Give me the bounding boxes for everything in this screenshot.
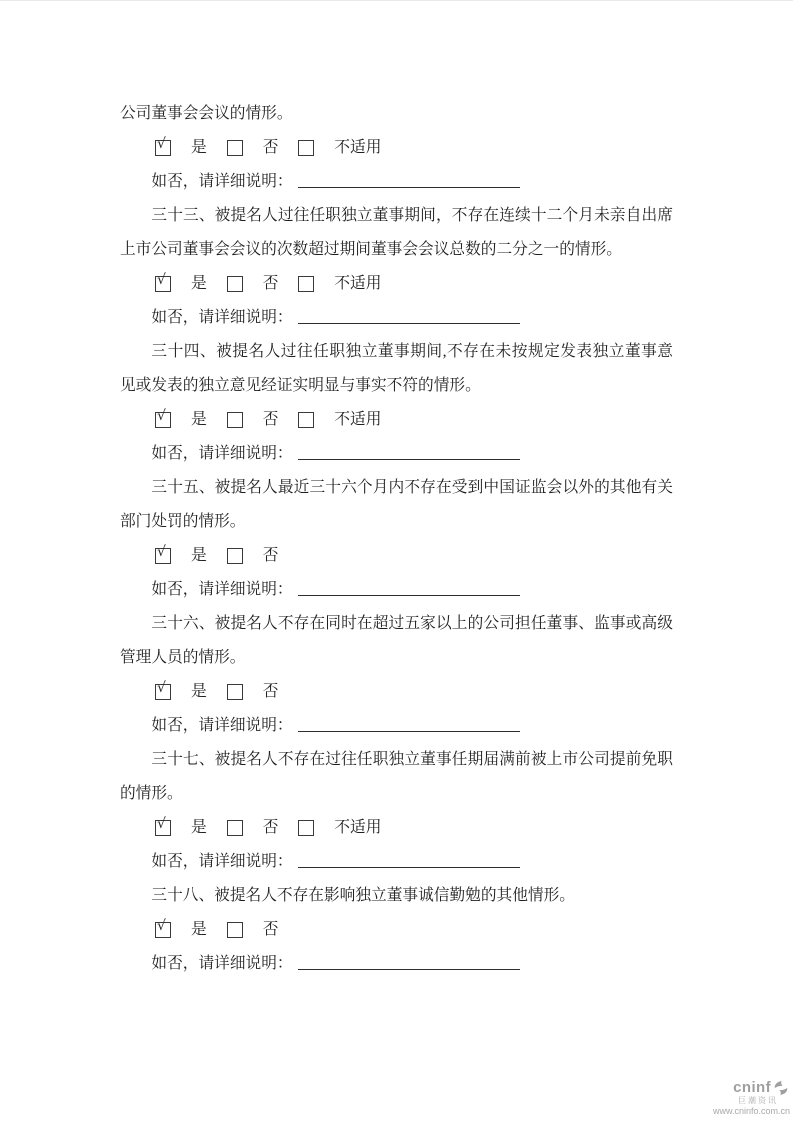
check-mark: √ xyxy=(157,408,166,424)
paragraph xyxy=(120,199,673,267)
unchecked-checkbox-icon[interactable] xyxy=(227,140,243,156)
unchecked-checkbox-icon[interactable] xyxy=(298,276,314,292)
option-label: 是 xyxy=(191,275,207,292)
cninfo-logo xyxy=(713,1079,790,1117)
fill-in-blank xyxy=(298,171,520,188)
option-label: 否 xyxy=(262,275,279,292)
fill-in-blank xyxy=(298,307,520,324)
option-label: 否 xyxy=(262,139,279,156)
option-label: 否 xyxy=(262,921,279,938)
check-mark: √ xyxy=(157,272,166,288)
fill-in-blank xyxy=(298,443,520,460)
option-label: 是 xyxy=(191,921,207,938)
checked-checkbox-icon[interactable] xyxy=(155,136,171,156)
detail-label: 如否，请详细说明： xyxy=(151,853,293,870)
paragraph-line: 三十六、被提名人不存在同时在超过五家以上的公司担任董事、监事或高级 xyxy=(151,615,673,632)
options-row xyxy=(120,675,673,709)
paragraph xyxy=(120,335,673,403)
detail-row xyxy=(120,165,673,199)
detail-label: 如否，请详细说明： xyxy=(151,717,293,734)
detail-row xyxy=(120,845,673,879)
checked-checkbox-icon[interactable] xyxy=(155,918,171,938)
check-mark: √ xyxy=(157,918,166,934)
unchecked-checkbox-icon[interactable] xyxy=(227,412,243,428)
unchecked-checkbox-icon[interactable] xyxy=(227,922,243,938)
check-mark: √ xyxy=(157,136,166,152)
unchecked-checkbox-icon[interactable] xyxy=(298,412,314,428)
document-content xyxy=(120,97,673,981)
checked-checkbox-icon[interactable] xyxy=(155,544,171,564)
paragraph-line: 公司董事会会议的情形。 xyxy=(120,105,293,122)
cninfo-chinese-name: 巨潮资讯 xyxy=(738,1096,778,1106)
option-label: 是 xyxy=(191,547,207,564)
detail-row xyxy=(120,573,673,607)
paragraph-line: 三十三、被提名人过往任职独立董事期间，不存在连续十二个月未亲自出席 xyxy=(151,207,673,224)
option-label: 否 xyxy=(262,819,279,836)
detail-row xyxy=(120,709,673,743)
paragraph xyxy=(120,97,673,131)
paragraph-line: 三十八、被提名人不存在影响独立董事诚信勤勉的其他情形。 xyxy=(151,887,575,904)
paragraph xyxy=(120,607,673,675)
paragraph-line: 见或发表的独立意见经证实明显与事实不符的情形。 xyxy=(120,377,481,394)
cninfo-url: www.cninfo.com.cn xyxy=(712,1106,790,1117)
option-label: 是 xyxy=(191,683,207,700)
detail-label: 如否，请详细说明： xyxy=(151,581,293,598)
cninfo-swirl-icon xyxy=(772,1080,790,1096)
unchecked-checkbox-icon[interactable] xyxy=(298,820,314,836)
paragraph xyxy=(120,879,673,913)
detail-label: 如否，请详细说明： xyxy=(151,173,293,190)
option-label: 不适用 xyxy=(334,139,382,156)
checked-checkbox-icon[interactable] xyxy=(155,272,171,292)
unchecked-checkbox-icon[interactable] xyxy=(298,140,314,156)
paragraph-line: 上市公司董事会会议的次数超过期间董事会会议总数的二分之一的情形。 xyxy=(120,241,622,258)
options-row xyxy=(120,539,673,573)
paragraph-line: 部门处罚的情形。 xyxy=(120,513,246,530)
unchecked-checkbox-icon[interactable] xyxy=(227,684,243,700)
detail-label: 如否，请详细说明： xyxy=(151,955,293,972)
check-mark: √ xyxy=(157,816,166,832)
option-label: 是 xyxy=(191,411,207,428)
fill-in-blank xyxy=(298,715,520,732)
option-label: 否 xyxy=(262,547,279,564)
options-row xyxy=(120,811,673,845)
cninfo-brand-text: cninf xyxy=(733,1078,771,1096)
unchecked-checkbox-icon[interactable] xyxy=(227,548,243,564)
paragraph xyxy=(120,471,673,539)
options-row xyxy=(120,913,673,947)
fill-in-blank xyxy=(298,579,520,596)
check-mark: √ xyxy=(157,544,166,560)
options-row xyxy=(120,131,673,165)
paragraph-line: 三十七、被提名人不存在过往任职独立董事任期届满前被上市公司提前免职 xyxy=(151,751,673,768)
option-label: 是 xyxy=(191,139,207,156)
paragraph-line: 管理人员的情形。 xyxy=(120,649,246,666)
paragraph-line: 的情形。 xyxy=(120,785,183,802)
option-label: 否 xyxy=(262,411,279,428)
option-label: 否 xyxy=(262,683,279,700)
paragraph-line: 三十四、被提名人过往任职独立董事期间,不存在未按规定发表独立董事意 xyxy=(151,343,673,360)
fill-in-blank xyxy=(298,953,520,970)
detail-label: 如否，请详细说明： xyxy=(151,309,293,326)
cninfo-brand-row xyxy=(733,1079,790,1096)
detail-row xyxy=(120,301,673,335)
options-row xyxy=(120,267,673,301)
unchecked-checkbox-icon[interactable] xyxy=(227,820,243,836)
paragraph xyxy=(120,743,673,811)
option-label: 不适用 xyxy=(334,819,382,836)
checked-checkbox-icon[interactable] xyxy=(155,408,171,428)
paragraph-line: 三十五、被提名人最近三十六个月内不存在受到中国证监会以外的其他有关 xyxy=(151,479,673,496)
option-label: 不适用 xyxy=(334,275,382,292)
fill-in-blank xyxy=(298,851,520,868)
option-label: 是 xyxy=(191,819,207,836)
option-label: 不适用 xyxy=(334,411,382,428)
detail-label: 如否，请详细说明： xyxy=(151,445,293,462)
unchecked-checkbox-icon[interactable] xyxy=(227,276,243,292)
options-row xyxy=(120,403,673,437)
checked-checkbox-icon[interactable] xyxy=(155,816,171,836)
detail-row xyxy=(120,947,673,981)
check-mark: √ xyxy=(157,680,166,696)
checked-checkbox-icon[interactable] xyxy=(155,680,171,700)
detail-row xyxy=(120,437,673,471)
